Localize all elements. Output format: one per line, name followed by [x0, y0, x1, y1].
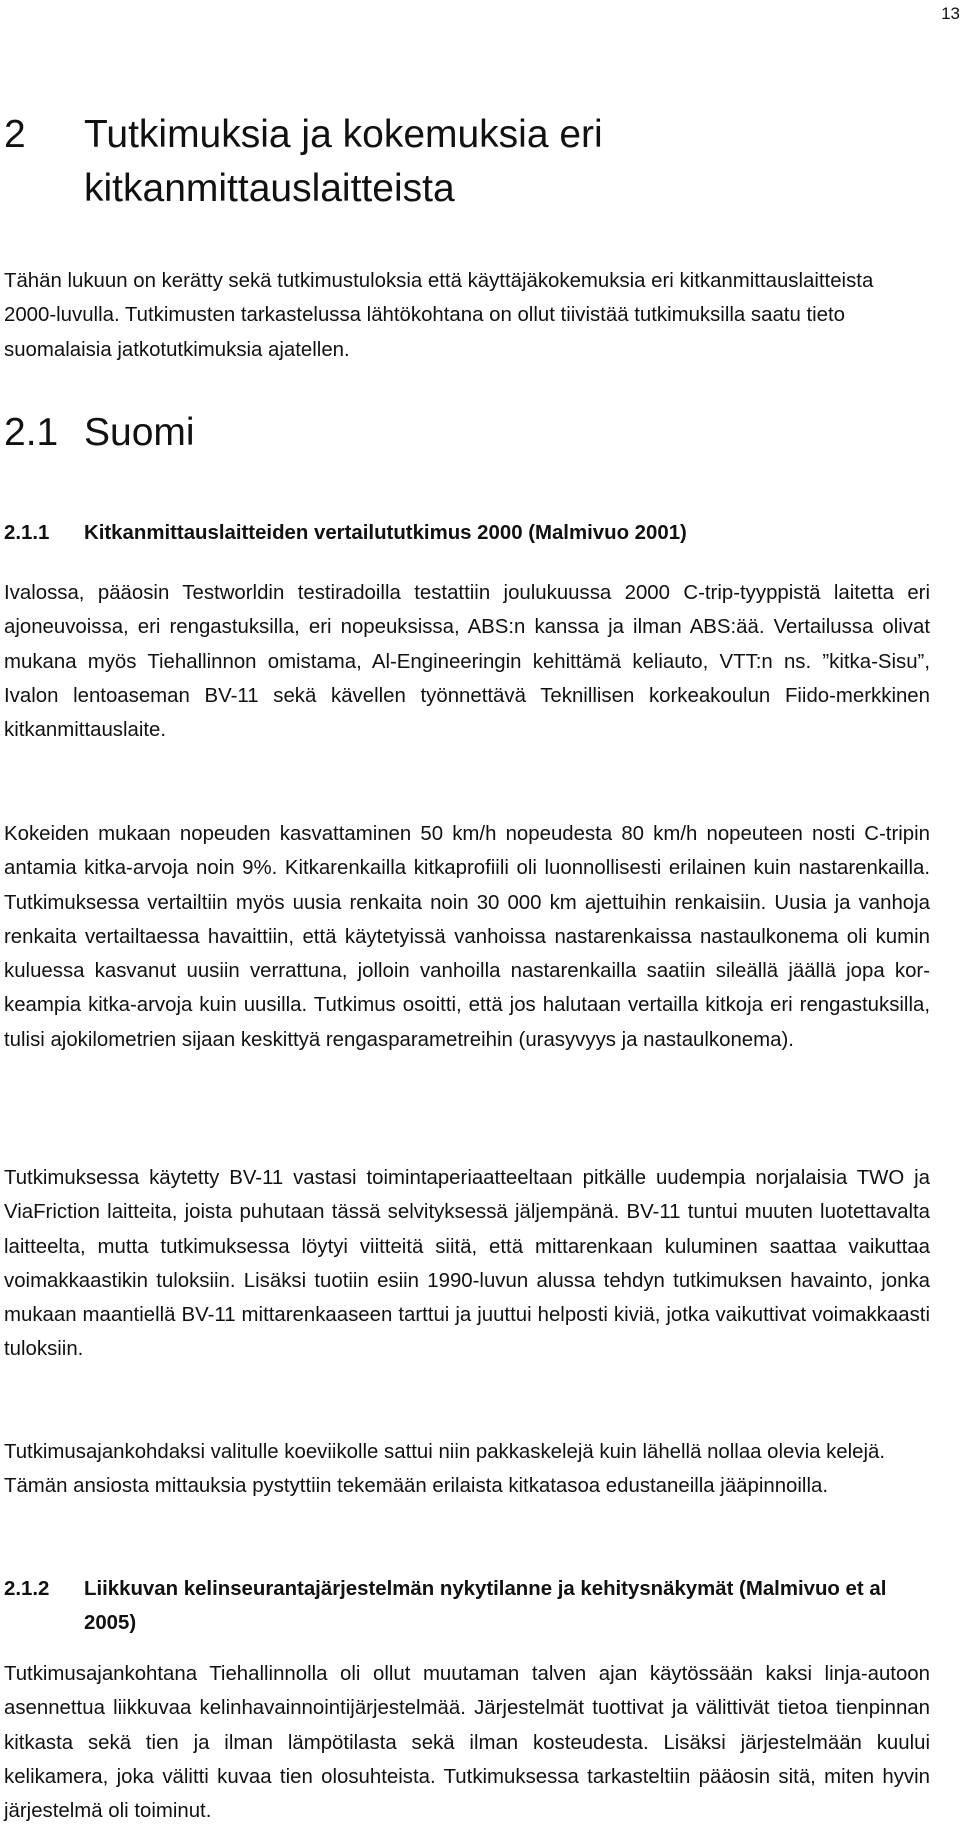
- section-number: 2.1: [4, 411, 59, 454]
- section-title: Suomi: [84, 411, 195, 454]
- subsection-heading-2-1-1: [4, 516, 924, 550]
- intro-paragraph: Tähän lukuun on kerätty sekä tutkimustuloksia että käyttäjäkokemuksia eri kitkanmittauslaitteista 2000-luvulla. Tutkimusten tarkastelussa lähtökohtana on ollut tiivistää tutkimuksilla saatu tieto suomalaisia jatkotutkimuksia ajatellen.: [4, 270, 874, 361]
- chapter-number: 2: [4, 113, 26, 156]
- subsection-number: 2.1.1: [4, 522, 50, 544]
- chapter-heading: [4, 108, 804, 216]
- subsection-title: Liikkuvan kelinseurantajärjestelmän nykytilanne ja kehitysnäkymät (Malmivuo et al 2005): [84, 1578, 887, 1634]
- subsection-number: 2.1.2: [4, 1578, 50, 1600]
- chapter-title: Tutkimuksia ja kokemuksia eri kitkanmittauslaitteista: [84, 113, 603, 210]
- body-paragraph: Kokeiden mukaan nopeuden kasvattaminen 50 km/h nopeudesta 80 km/h nopeuteen nosti C-tripin antamia kitka-arvoja noin 9%. Kitkarenkailla kitkaprofiili oli luonnollisesti erilainen kuin nastarenkailla. Tutkimuksessa vertailtiin myös uusia renkaita noin 30 000 km ajettuihin renkaisiin. Uusia ja vanhoja renkaita vertailtaessa havaittiin, että käytetyissä vanhoissa nastarenkaissa nastaulkonema oli kumin kuluessa kasvanut uusiin verrattuna, jolloin vanhoilla nastarenkailla saatiin sileällä jäällä jopa korkeampia kitka-arvoja kuin uusilla. Tutkimus osoitti, että jos halutaan vertailla kitkoja eri rengastuksilla, tulisi ajokilometrien sijaan keskittyä rengasparametreihin (urasyvyys ja nastaulkonema).: [4, 823, 930, 1051]
- section-heading: [4, 410, 195, 456]
- subsection-heading-2-1-2: [4, 1572, 924, 1640]
- body-paragraph: Tutkimusajankohtana Tiehallinnolla oli ollut muutaman talven ajan käytössään kaksi linja-autoon asennettua liikkuvaa kelinhavainnointijärjestelmää. Järjestelmät tuottivat ja välittivät tietoa tienpinnan kitkasta sekä tien ja ilman lämpötilasta sekä ilman kosteudesta. Lisäksi järjestelmään kuului kelikamera, joka välitti kuvaa tien olosuhteista. Tutkimuksessa tarkasteltiin pääosin sitä, miten hyvin järjestelmä oli toiminut.: [4, 1663, 930, 1823]
- body-paragraph: Tutkimuksessa käytetty BV-11 vastasi toimintaperiaatteeltaan pitkälle uudempia norjalaisia TWO ja ViaFriction laitteita, joista puhutaan tässä selvityksessä jäljempänä. BV-11 tuntui muuten luotettavalta laitteelta, mutta tutkimuksessa löytyi viitteitä siitä, että mittarenkaan kuluminen saattaa vaikuttaa voimakkaastikin tuloksiin. Lisäksi tuotiin esiin 1990-luvun alussa tehdyn tutkimuksen havainto, jonka mukaan maantiellä BV-11 mittarenkaaseen tarttui ja juuttui helposti kiviä, jotka vaikuttivat voimakkaasti tuloksiin.: [4, 1167, 930, 1361]
- body-paragraph: Tutkimusajankohdaksi valitulle koeviikolle sattui niin pakkaskelejä kuin lähellä nollaa olevia kelejä. Tämän ansiosta mittauksia pystyttiin tekemään erilaista kitkatasoa edustaneilla jääpinnoilla.: [4, 1441, 886, 1498]
- page-number: 13: [941, 4, 960, 23]
- body-paragraph: Ivalossa, pääosin Testworldin testiradoilla testattiin joulukuussa 2000 C-trip-tyyppistä laitetta eri ajoneuvoissa, eri rengastuksilla, eri nopeuksissa, ABS:n kanssa ja ilman ABS:ää. Vertailussa olivat mukana myös Tiehallinnon omistama, Al-Engineeringin kehittämä keliauto, VTT:n ns. ”kitka-Sisu”, Ivalon lentoaseman BV-11 sekä kävellen työnnettävä Teknillisen korkeakoulun Fiido-merkkinen kitkanmittauslaite.: [4, 582, 930, 742]
- subsection-title: Kitkanmittauslaitteiden vertailututkimus 2000 (Malmivuo 2001): [84, 522, 687, 544]
